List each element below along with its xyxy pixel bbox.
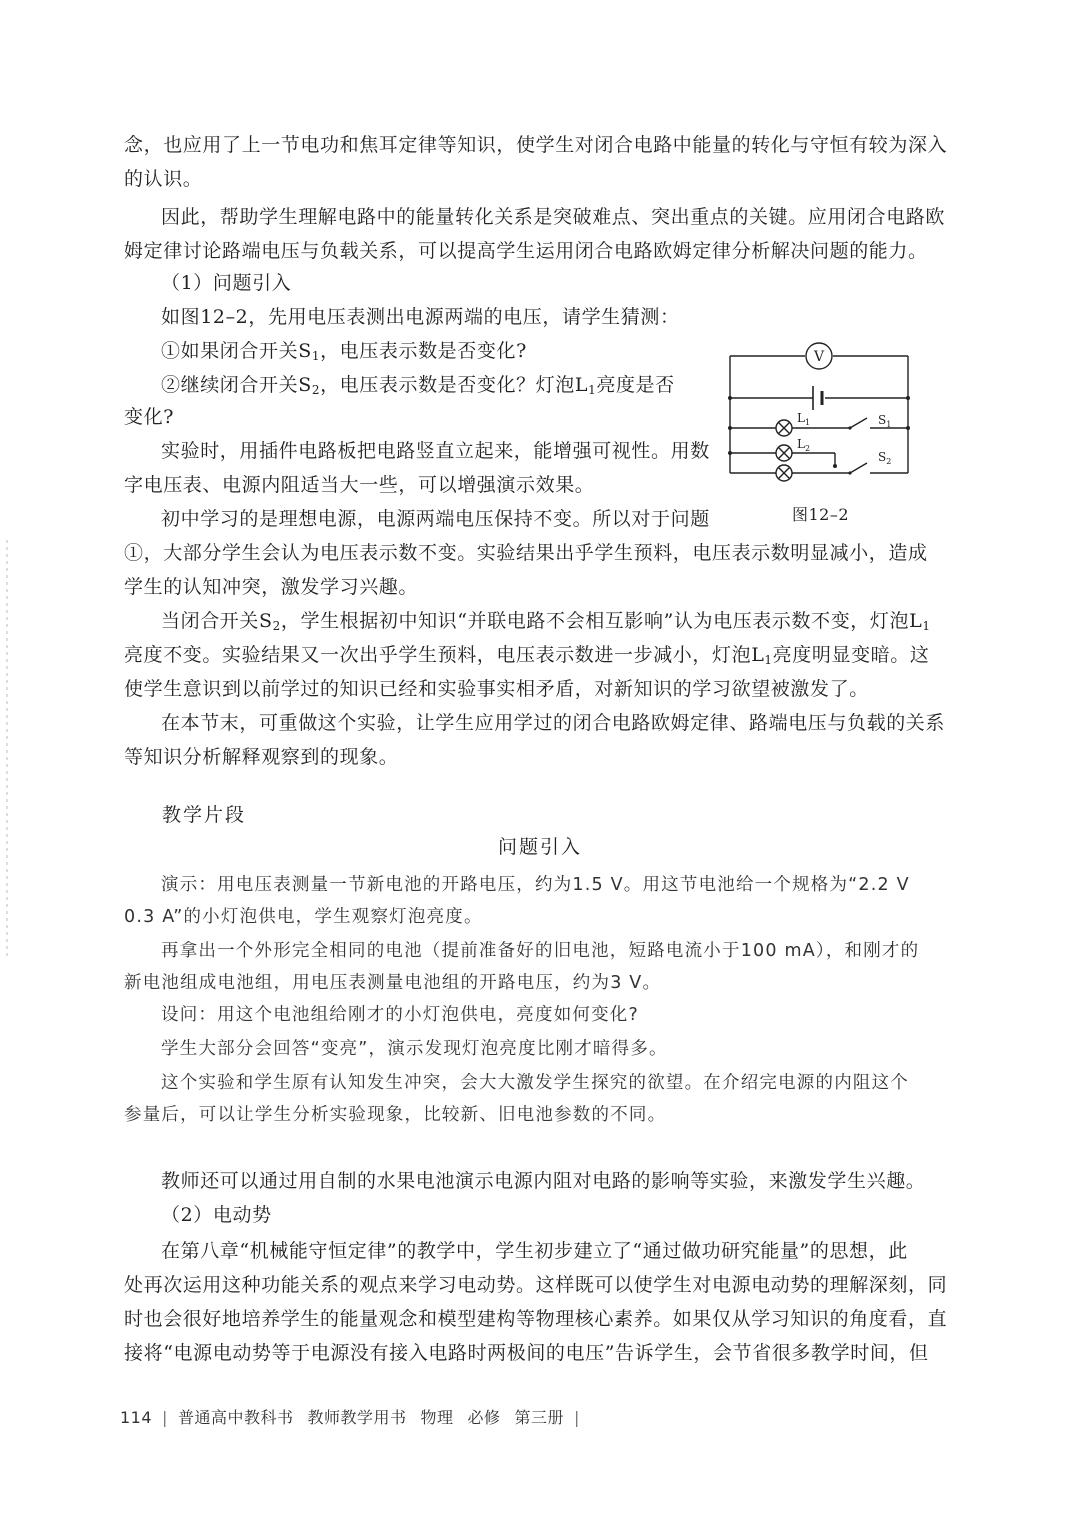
body-line: 念，也应用了上一节电功和焦耳定律等知识，使学生对闭合电路中能量的转化与守恒有较为深入 bbox=[124, 134, 948, 156]
text: 当闭合开关S bbox=[161, 610, 273, 632]
body-line: 因此，帮助学生理解电路中的能量转化关系是突破难点、突出重点的关键。应用闭合电路欧 bbox=[161, 206, 946, 228]
fragment-title: 问题引入 bbox=[497, 836, 582, 858]
text: ，电压表示数是否变化? bbox=[320, 340, 527, 362]
body-line: 学生的认知冲突，激发学习兴趣。 bbox=[124, 576, 419, 598]
body-line: 接将“电源电动势等于电源没有接入电路时两极间的电压”告诉学生，会节省很多教学时间，但 bbox=[124, 1342, 929, 1364]
subscript: 1 bbox=[922, 619, 931, 633]
body-line: 变化? bbox=[124, 406, 174, 428]
body-line: 姆定律讨论路端电压与负载关系，可以提高学生运用闭合电路欧姆定律分析解决问题的能力。 bbox=[124, 240, 928, 262]
lamp-l1-label: $L_1$ bbox=[797, 411, 811, 427]
body-line: 如图12–2，先用电压表测出电源两端的电压，请学生猜测： bbox=[161, 306, 680, 328]
body-line: 实验时，用插件电路板把电路竖直立起来，能增强可视性。用数 bbox=[161, 440, 710, 462]
fragment-line: 这个实验和学生原有认知发生冲突，会大大激发学生探究的欲望。在介绍完电源的内阻这个 bbox=[161, 1073, 909, 1093]
fragment-line: 0.3 A”的小灯泡供电，学生观察灯泡亮度。 bbox=[124, 907, 483, 927]
footer-volume: 第三册 bbox=[514, 1408, 565, 1427]
text: ①如果闭合开关S bbox=[161, 340, 312, 362]
fragment-line: 再拿出一个外形完全相同的电池（提前准备好的旧电池，短路电流小于100 mA），和刚才的 bbox=[161, 941, 920, 961]
page-number: 114 bbox=[120, 1408, 153, 1427]
subscript: 1 bbox=[764, 653, 773, 667]
text: 亮度明显变暗。这 bbox=[772, 644, 930, 666]
switch-s1-label: $S_1$ bbox=[878, 413, 892, 429]
footer-type: 教师教学用书 bbox=[307, 1408, 407, 1427]
subscript: 2 bbox=[311, 383, 321, 397]
footer-subject: 物理 bbox=[420, 1408, 454, 1427]
fragment-line: 学生大部分会回答“变亮”，演示发现灯泡亮度比刚才暗得多。 bbox=[161, 1039, 668, 1059]
body-line: 时也会很好地培养学生的能量观念和模型建构等物理核心素养。如果仅从学习知识的角度看，直 bbox=[124, 1308, 948, 1330]
footer-course: 必修 bbox=[467, 1408, 501, 1427]
fragment-line: 演示：用电压表测量一节新电池的开路电压，约为1.5 V。用这节电池给一个规格为“2.2 V bbox=[161, 875, 910, 895]
text: 亮度是否 bbox=[596, 374, 675, 396]
text: ，电压表示数是否变化？灯泡L bbox=[320, 374, 589, 396]
fragment-label: 教学片段 bbox=[162, 804, 247, 826]
section-heading: （2）电动势 bbox=[161, 1204, 272, 1226]
circuit-diagram bbox=[725, 338, 915, 498]
text: ②继续闭合开关S bbox=[161, 374, 312, 396]
body-line: 教师还可以通过用自制的水果电池演示电源内阻对电路的影响等实验，来激发学生兴趣。 bbox=[161, 1170, 926, 1192]
body-line: ①，大部分学生会认为电压表示数不变。实验结果出乎学生预料，电压表示数明显减小，造成 bbox=[124, 542, 928, 564]
text: ，学生根据初中知识“并联电路不会相互影响”认为电压表示数不变，灯泡L bbox=[280, 610, 923, 632]
body-line: 在本节末，可重做这个实验，让学生应用学过的闭合电路欧姆定律、路端电压与负载的关系 bbox=[161, 712, 946, 734]
body-line: 在第八章“机械能守恒定律”的教学中，学生初步建立了“通过做功研究能量”的思想，此 bbox=[161, 1240, 908, 1262]
subscript: 1 bbox=[588, 383, 597, 397]
fragment-line: 参量后，可以让学生分析实验现象，比较新、旧电池参数的不同。 bbox=[124, 1105, 667, 1125]
section-heading: （1）问题引入 bbox=[161, 272, 292, 294]
body-line: 等知识分析解释观察到的现象。 bbox=[124, 746, 399, 768]
figure-caption: 图12–2 bbox=[792, 505, 850, 524]
lamp-l2-label: $L_2$ bbox=[797, 437, 811, 453]
scan-edge-mark bbox=[6, 540, 8, 960]
subscript: 2 bbox=[272, 619, 281, 633]
text: 亮度不变。实验结果又一次出乎学生预料，电压表示数进一步减小，灯泡L bbox=[124, 644, 765, 666]
fragment-line: 设问：用这个电池组给刚才的小灯泡供电，亮度如何变化? bbox=[161, 1005, 639, 1025]
page-footer: 114 | 普通高中教科书 教师教学用书 物理 必修 第三册 | bbox=[120, 1408, 580, 1427]
switch-s2-label: $S_2$ bbox=[878, 450, 892, 466]
fragment-line: 新电池组成电池组，用电压表测量电池组的开路电压，约为3 V。 bbox=[124, 973, 662, 993]
body-line: 处再次运用这种功能关系的观点来学习电动势。这样既可以使学生对电源电动势的理解深刻，同 bbox=[124, 1274, 948, 1296]
body-line: 初中学习的是理想电源，电源两端电压保持不变。所以对于问题 bbox=[161, 508, 710, 530]
footer-book: 普通高中教科书 bbox=[177, 1408, 294, 1427]
voltmeter-label: V bbox=[814, 349, 825, 365]
subscript: 1 bbox=[311, 349, 321, 363]
body-line: 使学生意识到以前学过的知识已经和实验事实相矛盾，对新知识的学习欲望被激发了。 bbox=[124, 678, 869, 700]
body-line: 字电压表、电源内阻适当大一些，可以增强演示效果。 bbox=[124, 474, 595, 496]
body-line: 的认识。 bbox=[124, 168, 203, 190]
